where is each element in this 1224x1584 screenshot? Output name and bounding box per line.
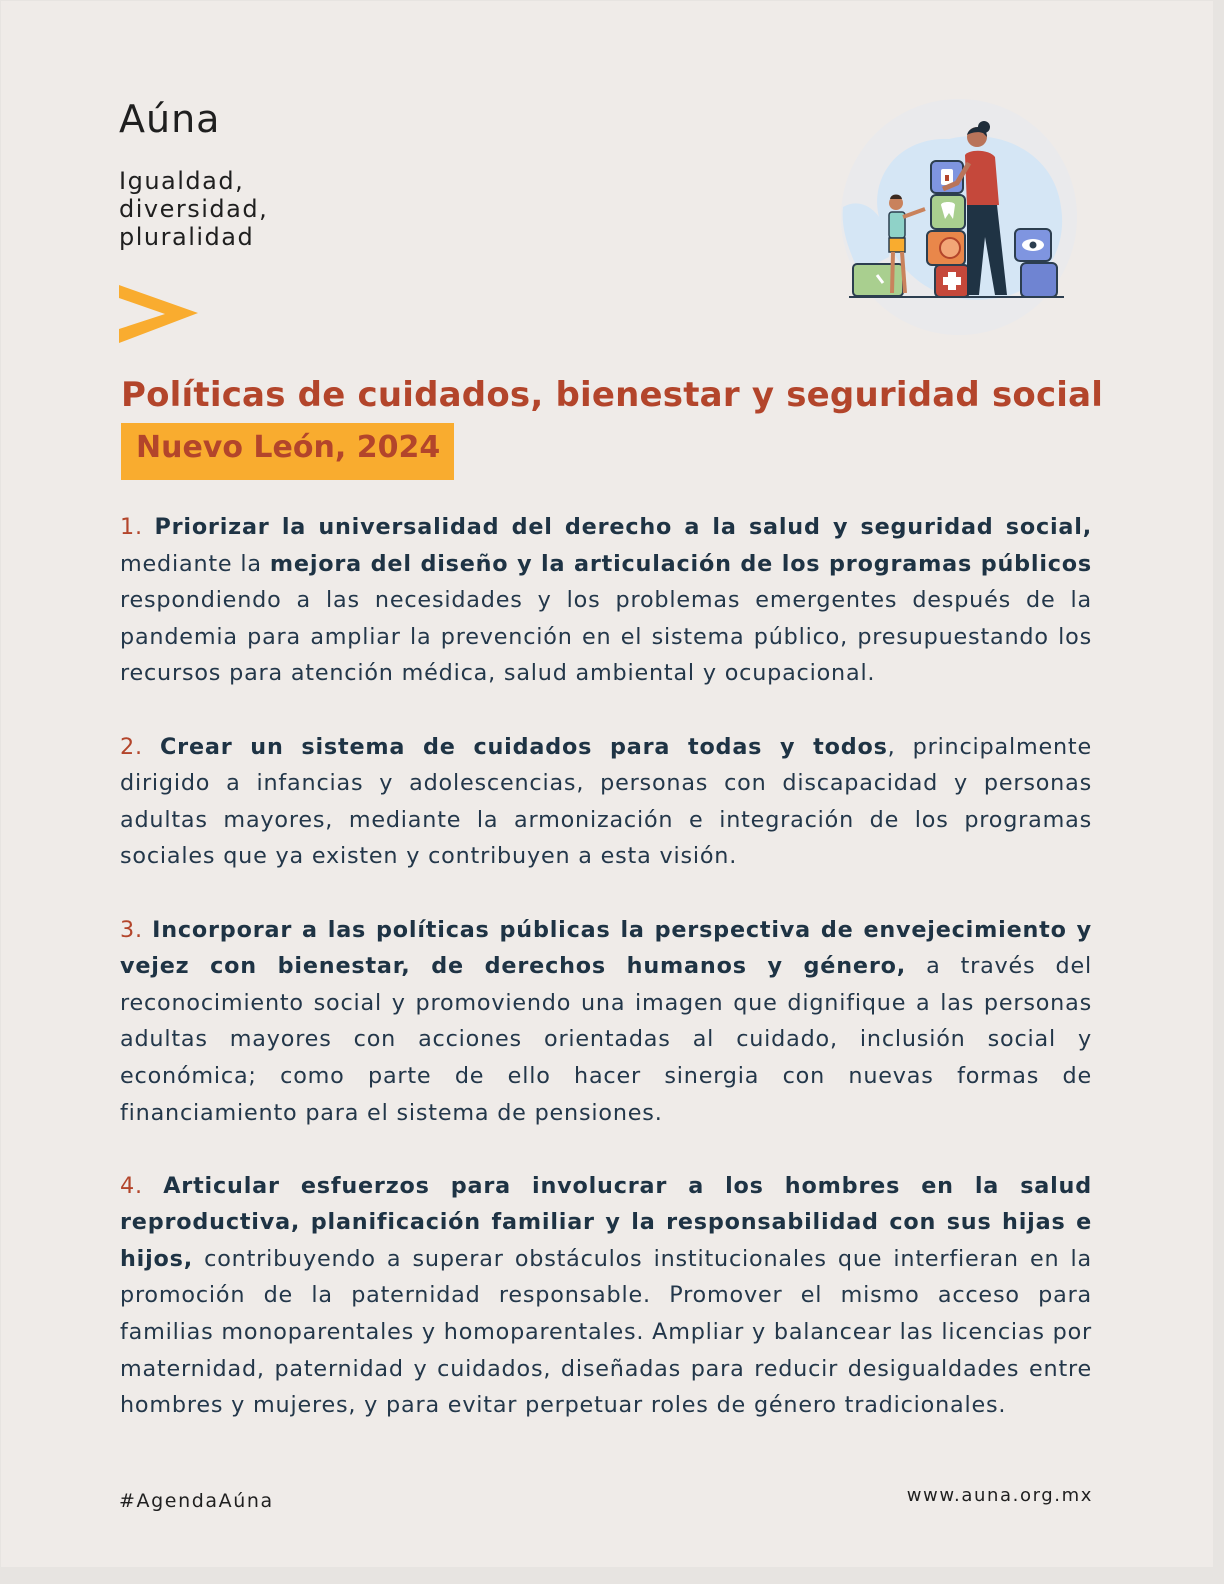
item-text: respondiendo a las necesidades y los problemas emergentes después de la pandemia para ampliar la prevención en el sistema público, presupuestando los recursos para atención médica, salud ambiental y ocupacional. bbox=[120, 587, 1092, 687]
caregiving-illustration bbox=[839, 97, 1079, 337]
item-bold: mejora del diseño y la articulación de los programas públicos bbox=[269, 550, 1092, 577]
item-bold: Articular esfuerzos para involucrar a los hombres en la salud reproductiva, planificación familiar y la responsabilidad con sus hijas e hijos, bbox=[120, 1172, 1092, 1272]
item-number: 1. bbox=[120, 514, 143, 540]
policy-item-1 bbox=[120, 509, 1092, 692]
item-text: contribuyendo a superar obstáculos institucionales que interfieran en la promoción de la paternidad responsable. Promover el mismo acceso para familias monoparentales y homoparentales. Ampliar y balancear las licencias por maternidad, paternidad y cuidados, diseñadas para reducir desigualdades entre hombres y mujeres, y para evitar perpetuar roles de género tradicionales. bbox=[120, 1245, 1093, 1419]
chevron-right-icon bbox=[119, 285, 199, 345]
website-link[interactable]: www.auna.org.mx bbox=[906, 1485, 1093, 1506]
medicine-icon bbox=[941, 169, 953, 185]
brain-icon bbox=[940, 238, 960, 258]
tagline: Igualdad, diversidad, pluralidad bbox=[119, 167, 269, 251]
hashtag: #AgendaAúna bbox=[119, 1490, 274, 1512]
item-bold: Priorizar la universalidad del derecho a la salud y seguridad social, bbox=[154, 514, 1092, 540]
policy-item-2 bbox=[120, 729, 1092, 875]
eye-icon bbox=[1022, 239, 1044, 251]
page bbox=[1, 1, 1213, 1567]
item-bold: Incorporar a las políticas públicas la perspectiva de envejecimiento y vejez con bienestar, de derechos humanos y género, bbox=[120, 916, 1092, 980]
policy-item-3 bbox=[120, 912, 1092, 1132]
policy-item-4 bbox=[120, 1168, 1092, 1424]
subtitle-badge: Nuevo León, 2024 bbox=[121, 423, 454, 480]
item-number: 4. bbox=[120, 1172, 143, 1199]
logo: Aúna bbox=[119, 97, 221, 141]
item-text: , principalmente dirigido a infancias y adolescencias, personas con discapacidad y personas adultas mayores, mediante la armonización e integración de los programas sociales que ya existen y contribuyen a esta visión. bbox=[120, 733, 1092, 870]
item-bold: Crear un sistema de cuidados para todas y todos bbox=[159, 733, 888, 760]
item-number: 3. bbox=[120, 916, 143, 943]
item-text: mediante la bbox=[120, 550, 270, 577]
item-number: 2. bbox=[120, 733, 143, 760]
item-text: a través del reconocimiento social y promoviendo una imagen que dignifique a las personas adultas mayores con acciones orientadas al cuidado, inclusión social y económica; como parte de ello hacer sinergia con nuevas formas de financiamiento para el sistema de pensiones. bbox=[120, 953, 1092, 1126]
page-title: Políticas de cuidados, bienestar y seguridad social bbox=[121, 375, 1104, 415]
policy-list bbox=[120, 509, 1092, 1460]
